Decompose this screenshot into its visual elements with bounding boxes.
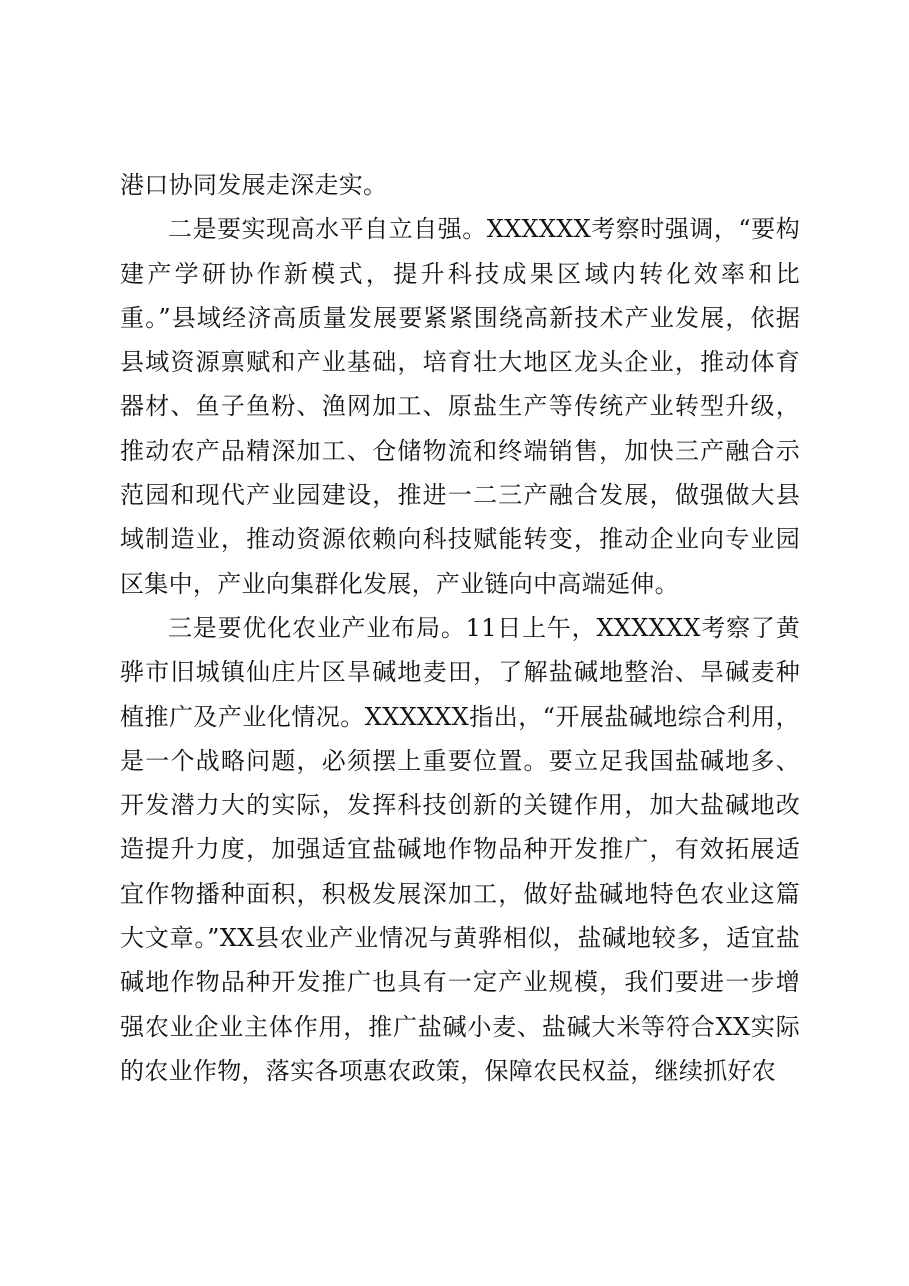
document-body: [120, 163, 800, 1093]
paragraph-continuation: 港口协同发展走深走实。: [120, 171, 388, 199]
paragraph-agriculture-layout: 三是要优化农业产业布局。11日上午，XXXXXX考察了黄骅市旧城镇仙庄片区旱碱地麦田，了解盐碱地整治、旱碱麦种植推广及产业化情况。XXXXXX指出，“开展盐碱地综合利用，是一个战略问题，必须摆上重要位置。要立足我国盐碱地多、开发潜力大的实际，发挥科技创新的关键作用，加大盐碱地改造提升力度，加强适宜盐碱地作物品种开发推广，有效拓展适宜作物播种面积，积极发展深加工，做好盐碱地特色农业这篇大文章。”XX县农业产业情况与黄骅相似，盐碱地较多，适宜盐碱地作物品种开发推广也具有一定产业规模，我们要进一步增强农业企业主体作用，推广盐碱小麦、盐碱大米等符合XX实际的农业作物，落实各项惠农政策，保障农民权益，继续抓好农: [120, 613, 800, 1085]
paragraph-self-reliance: 二是要实现高水平自立自强。XXXXXX考察时强调，“要构建产学研协作新模式，提升科技成果区域内转化效率和比重。”县域经济高质量发展要紧紧围绕高新技术产业发展，依据县域资源禀赋和产业基础，培育壮大地区龙头企业，推动体育器材、鱼子鱼粉、渔网加工、原盐生产等传统产业转型升级，推动农产品精深加工、仓储物流和终端销售，加快三产融合示范园和现代产业园建设，推进一二三产融合发展，做强做大县域制造业，推动资源依赖向科技赋能转变，推动企业向专业园区集中，产业向集群化发展，产业链向中高端延伸。: [120, 215, 800, 598]
